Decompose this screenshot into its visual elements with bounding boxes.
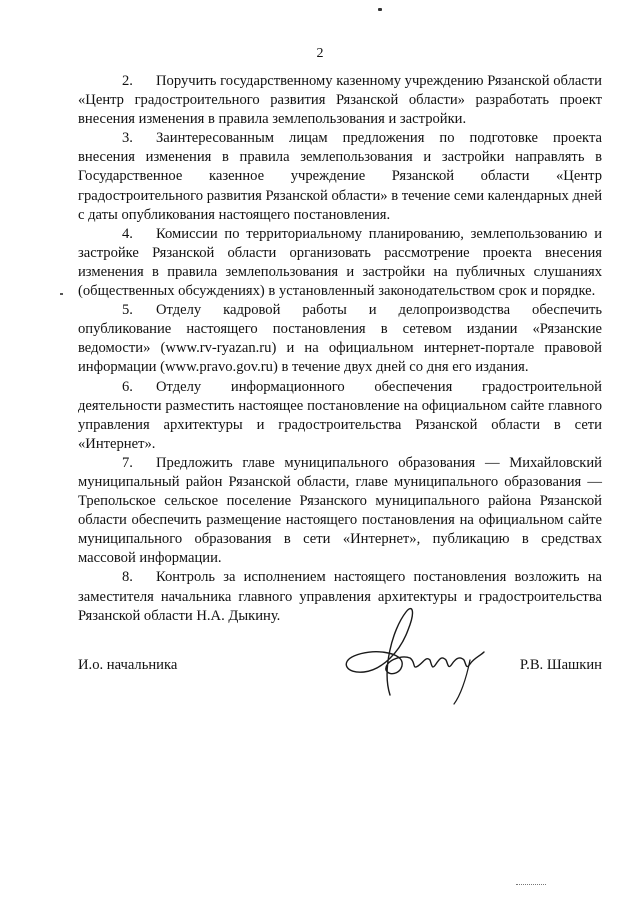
paragraph-number: 7. (122, 454, 133, 471)
paragraph-text: Отделу кадровой работы и делопроизводства обеспечить опубликование настоящего постановления в сетевом издании «Рязанские ведомости» (www.rv-ryazan.ru) и на официальном интернет-портале правовой информации (www.pravo.gov.ru) в течение двух дней со дня его издания. (78, 302, 602, 376)
signature-block (78, 657, 602, 681)
paragraph-text: Заинтересованным лицам предложения по подготовке проекта внесения изменения в правила землепользования и застройки направлять в Государственное казенное учреждение Рязанской области «Центр градостроительного развития Рязанской области» в течение семи календарных дней с даты опубликования настоящего постановления. (78, 130, 602, 223)
scan-speck (60, 293, 63, 295)
paragraph-text: Комиссии по территориальному планированию, землепользованию и застройке Рязанской области организовать рассмотрение проекта внесения изменения в правила землепользования и застройки на публичных слушаниях (общественных обсуждениях) в установленный законодательством срок и порядке. (78, 225, 602, 300)
paragraph-2 (78, 72, 602, 129)
paragraph-number: 6. (122, 378, 133, 395)
scan-speck (516, 884, 546, 887)
paragraph-3 (78, 129, 602, 224)
paragraph-number: 5. (122, 302, 133, 319)
paragraph-4 (78, 225, 602, 301)
paragraph-number: 4. (122, 225, 133, 242)
paragraph-text: Отделу информационного обеспечения градостроительной деятельности разместить настоящее постановление на официальном сайте главного управления архитектуры и градостроительства Рязанской области в сети «Интернет». (78, 378, 602, 452)
document-body (78, 72, 602, 626)
signatory-name: Р.В. Шашкин (519, 657, 602, 673)
paragraph-text: Контроль за исполнением настоящего постановления возложить на заместителя начальника главного управления архитектуры и градостроительства Рязанской области Н.А. Дыкину. (78, 569, 602, 624)
paragraph-number: 2. (122, 73, 133, 89)
paragraph-text: Предложить главе муниципального образования — Михайловский муниципальный район Рязанской области, главе муниципального образования — Трепольское сельское поселение Рязанского муниципального района Рязанской области обеспечить размещение настоящего постановления на официальном сайте муниципального образования в сети «Интернет», публикацию в средствах массовой информации. (78, 454, 602, 567)
paragraph-number: 8. (122, 569, 133, 586)
position-title: И.о. начальника (78, 657, 178, 673)
handwritten-signature (320, 600, 500, 710)
paragraph-6 (78, 378, 602, 454)
paragraph-number: 3. (122, 130, 133, 147)
paragraph-7 (78, 454, 602, 569)
paragraph-text: Поручить государственному казенному учреждению Рязанской области «Центр градостроительного развития Рязанской области» разработать проект внесения изменения в правила землепользования и застройки. (78, 73, 602, 128)
scan-speck (378, 8, 382, 11)
page-number: 2 (316, 46, 324, 61)
paragraph-5 (78, 301, 602, 377)
